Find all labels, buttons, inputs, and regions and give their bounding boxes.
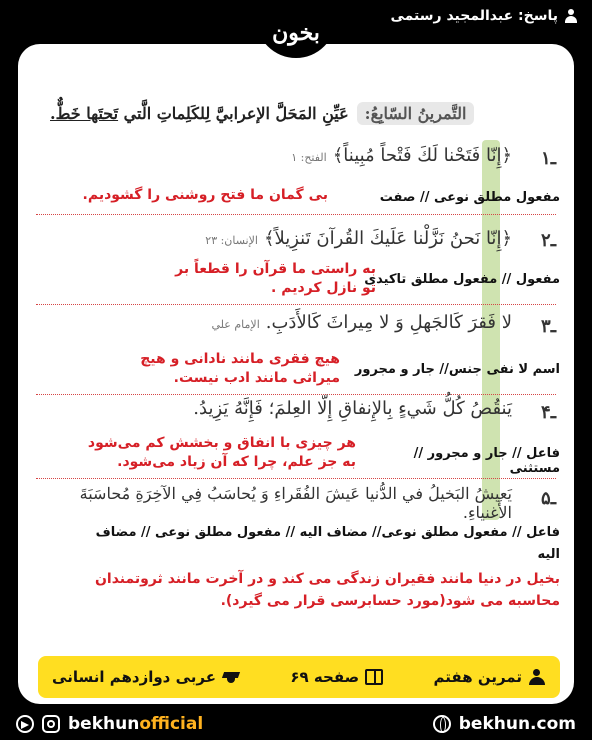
item-analysis: مفعول // مفعول مطلق تاکیدی	[364, 272, 560, 287]
exercise-instruction: عَيِّنِ المَحَلَّ الإعرابيَّ لِلكَلِماتِ الَّتي	[123, 103, 349, 123]
social-handle[interactable]	[16, 714, 203, 734]
exercise-title	[50, 96, 570, 130]
telegram-icon[interactable]	[16, 715, 34, 733]
website-text[interactable]: bekhun.com	[458, 714, 576, 734]
separator	[36, 478, 556, 479]
exercise-instruction-underlined: تَحتَها خَطٌّ.	[50, 103, 119, 123]
item-arabic	[92, 228, 512, 249]
person-icon	[564, 9, 578, 23]
page-number	[290, 668, 383, 686]
item-translation	[56, 434, 356, 472]
verse-source: الإمام علي	[211, 318, 260, 331]
item-arabic: يَنقُصُ كُلُّ شَيءٍ بِالإِنفاقِ إِلّا العِلمَ؛ فَإِنَّهُ يَزِيدُ.	[193, 398, 512, 419]
graduation-cap-icon	[222, 669, 240, 685]
globe-icon	[433, 715, 451, 733]
translation-line: محاسبه می شود(مورد حسابرسی قرار می گیرد).	[220, 593, 560, 609]
item-analysis: اسم لا نفی جنس// جار و مجرور	[354, 362, 560, 377]
item-arabic	[122, 145, 512, 166]
analysis-line: فاعل // مفعول مطلق نوعی// مضاف الیه // مفعول مطلق نوعی // مضاف	[95, 525, 560, 540]
translation-line: بخیل در دنیا مانند فقیران زندگی می کند و در آخرت مانند ثروتمندان	[94, 571, 560, 587]
website-link[interactable]	[433, 714, 576, 734]
translation-line: به راستی ما قرآن را قطعاً بر	[175, 261, 376, 277]
bekhun-logo: بخون	[272, 20, 320, 46]
item-number: ۵ـ	[541, 488, 556, 509]
item-number: ۱ـ	[541, 148, 556, 169]
item-analysis: مفعول مطلق نوعی // صفت	[379, 190, 560, 205]
item-translation	[40, 568, 560, 612]
exercise-label: التَّمرينُ السّابِعُ:	[357, 102, 475, 125]
lesson-info-bar	[38, 656, 560, 698]
item-number: ۳ـ	[541, 316, 556, 337]
arabic-verse: لا فَقرَ كَالجَهلِ وَ لا مِيراثَ كَالأَدَبِ.	[265, 312, 512, 333]
analysis-line: الیه	[537, 547, 560, 562]
separator	[36, 304, 556, 305]
footer	[0, 708, 592, 740]
verse-source: الفتح: ۱	[291, 151, 327, 164]
item-arabic: يَعيشُ البَخيلُ في الدُّنيا عَيشَ الفُقَراءِ وَ يُحاسَبُ فِي الآخِرَةِ مُحاسَبَةَ الأَغنياءِ.	[79, 484, 512, 522]
handle-prefix: bekhun	[68, 714, 140, 734]
item-analysis: فاعل // جار و مجرور // مستثنی	[413, 446, 560, 476]
translation-line: هر چیزی با انفاق و بخشش کم می‌شود	[87, 435, 356, 451]
translation-line: تو نازل کردیم .	[271, 280, 376, 296]
item-translation	[116, 350, 340, 388]
item-arabic	[92, 312, 512, 333]
handle-suffix: official	[139, 714, 204, 734]
separator	[36, 394, 556, 395]
translation-line: به جز علم، چرا که آن زیاد می‌شود.	[117, 454, 356, 470]
instagram-icon[interactable]	[42, 715, 60, 733]
separator	[36, 214, 556, 215]
translation-line: میراثی مانند ادب نیست.	[173, 370, 340, 386]
item-number: ۲ـ	[541, 230, 556, 251]
item-number: ۴ـ	[541, 402, 556, 423]
book-icon	[365, 669, 383, 685]
translation-line: هیچ فقری مانند نادانی و هیچ	[140, 351, 340, 367]
item-translation	[148, 260, 376, 298]
arabic-verse: ﴿إِنّا نَحنُ نَزَّلْنا عَلَيكَ القُرآنَ تَنزِيلاً﴾	[263, 228, 512, 249]
users-icon	[528, 669, 546, 685]
book-name	[52, 668, 240, 686]
arabic-verse: ﴿إِنّا فَتَحْنا لَكَ فَتْحاً مُبِيناً﴾	[332, 145, 512, 166]
item-analysis	[40, 522, 560, 566]
book-text: عربی دوازدهم انسانی	[52, 668, 216, 686]
answer-credit	[390, 8, 578, 24]
exercise-name-text: تمرین هفتم	[433, 668, 522, 686]
page-text: صفحه ۶۹	[290, 668, 360, 686]
item-translation: بی گمان ما فتح روشنی را گشودیم.	[82, 187, 328, 203]
exercise-name	[434, 668, 546, 686]
answer-text: پاسخ: عبدالمجید رستمی	[390, 8, 558, 24]
verse-source: الإنسان: ۲۳	[205, 234, 258, 247]
